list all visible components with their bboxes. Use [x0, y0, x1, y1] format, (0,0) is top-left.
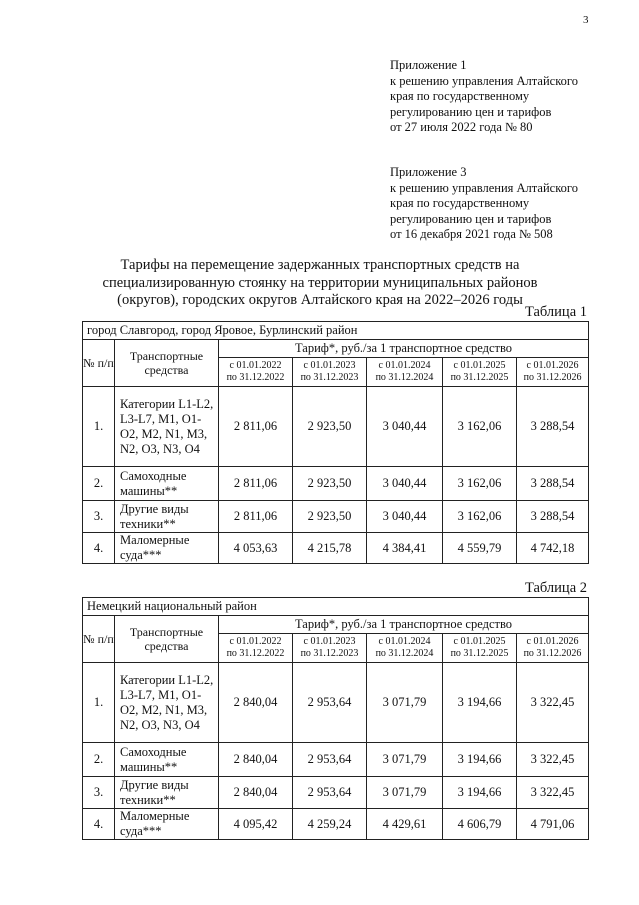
tariff-value: 3 194,66 [443, 777, 517, 809]
appendix-1-block [390, 58, 578, 136]
row-number: 3. [83, 777, 115, 809]
title-line: Тарифы на перемещение задержанных транспортных средств на [120, 257, 520, 273]
row-vehicle-type: Маломерные суда*** [115, 809, 219, 840]
tariff-value: 4 559,79 [443, 533, 517, 564]
period-end: по 31.12.2022 [226, 372, 285, 383]
tariff-value: 2 811,06 [219, 501, 293, 533]
region-row [83, 598, 589, 616]
period-end: по 31.12.2024 [375, 648, 434, 659]
col-header-tariff: Тариф*, руб./за 1 транспортное средство [219, 340, 589, 358]
appendix-line: регулированию цен и тарифов [390, 211, 552, 226]
tariff-value: 2 923,50 [293, 467, 367, 501]
tariff-value: 3 288,54 [517, 467, 589, 501]
appendix-line: регулированию цен и тарифов [390, 104, 552, 119]
header-row [83, 616, 589, 634]
row-vehicle-type: Категории L1-L2, L3-L7, M1, O1-O2, M2, N1, M3, N2, O3, N3, O4 [115, 387, 219, 467]
col-header-type: Транспортные средства [115, 340, 219, 387]
tariff-value: 3 071,79 [367, 663, 443, 743]
tariff-value: 4 791,06 [517, 809, 589, 840]
row-vehicle-type: Другие виды техники** [115, 501, 219, 533]
appendix-line: к решению управления Алтайского [390, 73, 578, 88]
tariff-table-1 [82, 321, 589, 564]
period-start: с 01.01.2024 [378, 360, 431, 371]
tariff-value: 4 429,61 [367, 809, 443, 840]
col-header-period [443, 634, 517, 663]
row-vehicle-type: Другие виды техники** [115, 777, 219, 809]
table-2-label: Таблица 2 [524, 580, 587, 596]
row-number: 1. [83, 663, 115, 743]
row-number: 2. [83, 743, 115, 777]
tariff-value: 4 215,78 [293, 533, 367, 564]
period-start: с 01.01.2026 [526, 636, 579, 647]
table-row [83, 533, 589, 564]
table-row [83, 387, 589, 467]
row-vehicle-type: Самоходные машины** [115, 467, 219, 501]
col-header-period [219, 358, 293, 387]
col-header-num: № п/п [83, 616, 115, 663]
col-header-period [517, 634, 589, 663]
period-end: по 31.12.2026 [523, 372, 582, 383]
period-start: с 01.01.2025 [453, 360, 506, 371]
tariff-value: 3 162,06 [443, 387, 517, 467]
page-number: 3 [583, 14, 589, 26]
table-row [83, 663, 589, 743]
col-header-period [367, 358, 443, 387]
tariff-value: 3 288,54 [517, 387, 589, 467]
row-number: 4. [83, 533, 115, 564]
tariff-value: 2 953,64 [293, 777, 367, 809]
table-row [83, 809, 589, 840]
title-line: (округов), городских округов Алтайского края на 2022–2026 годы [117, 292, 523, 308]
col-header-tariff: Тариф*, руб./за 1 транспортное средство [219, 616, 589, 634]
period-end: по 31.12.2026 [523, 648, 582, 659]
col-header-num: № п/п [83, 340, 115, 387]
tariff-value: 3 288,54 [517, 501, 589, 533]
tariff-value: 2 953,64 [293, 743, 367, 777]
tariff-value: 2 923,50 [293, 387, 367, 467]
table-row [83, 467, 589, 501]
region-name: город Славгород, город Яровое, Бурлинский район [83, 322, 589, 340]
tariff-value: 3 194,66 [443, 743, 517, 777]
tariff-value: 2 923,50 [293, 501, 367, 533]
tariff-value: 3 322,45 [517, 663, 589, 743]
tariff-value: 3 322,45 [517, 743, 589, 777]
tariff-value: 4 095,42 [219, 809, 293, 840]
appendix-line: к решению управления Алтайского [390, 180, 578, 195]
appendix-line: Приложение 1 [390, 58, 467, 72]
tariff-value: 3 040,44 [367, 467, 443, 501]
appendix-line: края по государственному [390, 196, 530, 210]
title-line: специализированную стоянку на территории муниципальных районов [102, 274, 538, 291]
row-vehicle-type: Категории L1-L2, L3-L7, M1, O1-O2, M2, N1, M3, N2, O3, N3, O4 [115, 663, 219, 743]
period-end: по 31.12.2023 [300, 648, 359, 659]
period-end: по 31.12.2025 [450, 648, 509, 659]
tariff-value: 3 040,44 [367, 387, 443, 467]
table-1-label: Таблица 1 [524, 304, 587, 320]
col-header-period [293, 634, 367, 663]
tariff-value: 4 053,63 [219, 533, 293, 564]
period-start: с 01.01.2023 [303, 360, 356, 371]
col-header-type: Транспортные средства [115, 616, 219, 663]
tariff-value: 4 742,18 [517, 533, 589, 564]
region-row [83, 322, 589, 340]
tariff-value: 3 194,66 [443, 663, 517, 743]
table-row [83, 777, 589, 809]
tariff-value: 2 811,06 [219, 467, 293, 501]
table-row [83, 743, 589, 777]
period-start: с 01.01.2022 [229, 360, 282, 371]
tariff-value: 2 840,04 [219, 663, 293, 743]
region-name: Немецкий национальный район [83, 598, 589, 616]
tariff-value: 3 162,06 [443, 501, 517, 533]
col-header-period [293, 358, 367, 387]
col-header-period [517, 358, 589, 387]
tariff-table-2 [82, 597, 589, 840]
tariff-value: 4 606,79 [443, 809, 517, 840]
period-start: с 01.01.2022 [229, 636, 282, 647]
row-number: 4. [83, 809, 115, 840]
tariff-value: 2 840,04 [219, 743, 293, 777]
row-number: 2. [83, 467, 115, 501]
appendix-line: от 27 июля 2022 года № 80 [390, 120, 533, 134]
tariff-value: 3 040,44 [367, 501, 443, 533]
row-vehicle-type: Маломерные суда*** [115, 533, 219, 564]
tariff-value: 4 259,24 [293, 809, 367, 840]
tariff-value: 2 840,04 [219, 777, 293, 809]
period-end: по 31.12.2023 [300, 372, 359, 383]
appendix-3-block [390, 165, 578, 243]
tariff-value: 2 953,64 [293, 663, 367, 743]
period-end: по 31.12.2025 [450, 372, 509, 383]
period-end: по 31.12.2022 [226, 648, 285, 659]
tariff-value: 3 071,79 [367, 777, 443, 809]
col-header-period [367, 634, 443, 663]
col-header-period [443, 358, 517, 387]
period-start: с 01.01.2023 [303, 636, 356, 647]
tariff-value: 4 384,41 [367, 533, 443, 564]
tariff-value: 3 071,79 [367, 743, 443, 777]
col-header-period [219, 634, 293, 663]
appendix-line: от 16 декабря 2021 года № 508 [390, 227, 553, 241]
appendix-line: края по государственному [390, 89, 530, 103]
tariff-value: 3 162,06 [443, 467, 517, 501]
period-start: с 01.01.2025 [453, 636, 506, 647]
row-number: 1. [83, 387, 115, 467]
header-row [83, 340, 589, 358]
period-end: по 31.12.2024 [375, 372, 434, 383]
appendix-line: Приложение 3 [390, 165, 467, 179]
document-title [80, 257, 560, 310]
row-number: 3. [83, 501, 115, 533]
tariff-value: 3 322,45 [517, 777, 589, 809]
row-vehicle-type: Самоходные машины** [115, 743, 219, 777]
period-start: с 01.01.2024 [378, 636, 431, 647]
tariff-value: 2 811,06 [219, 387, 293, 467]
table-row [83, 501, 589, 533]
period-start: с 01.01.2026 [526, 360, 579, 371]
